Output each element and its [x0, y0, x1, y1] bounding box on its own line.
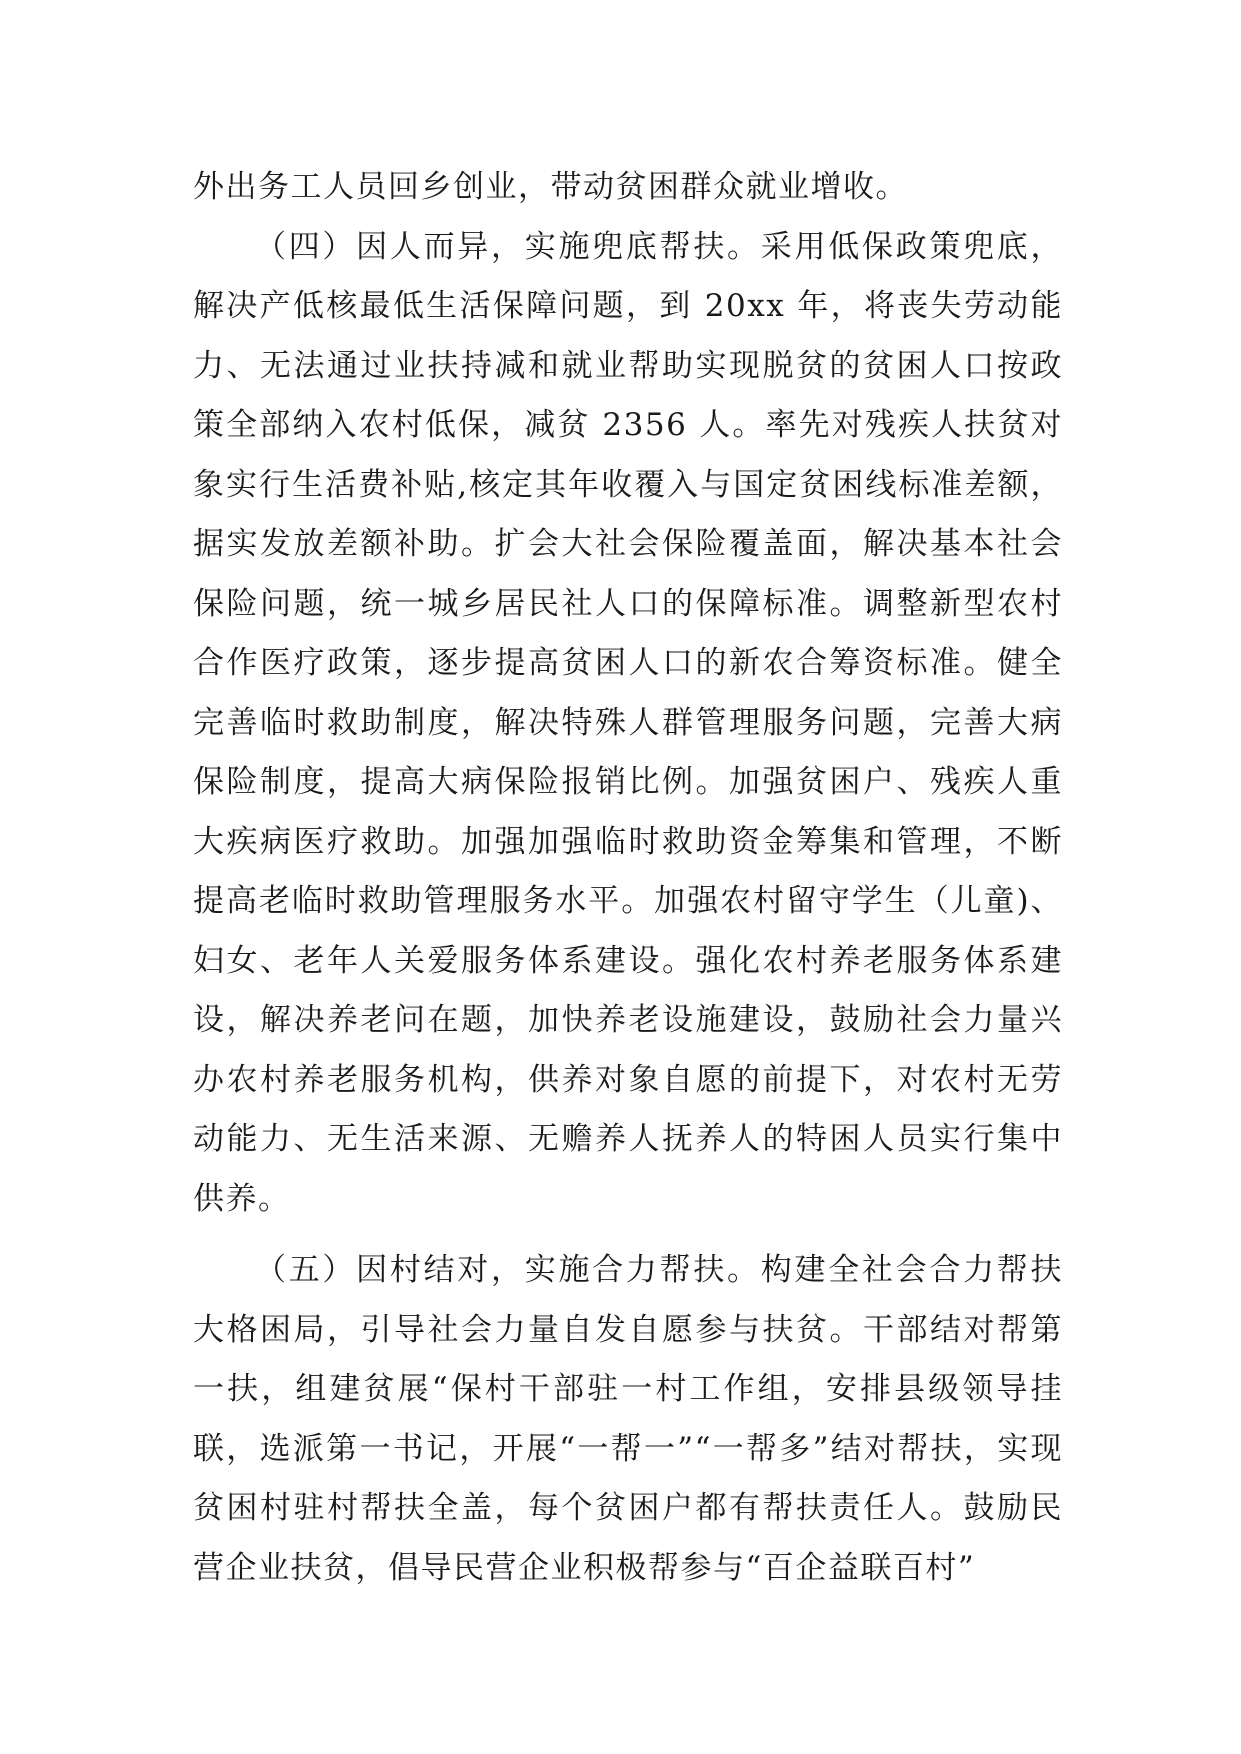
document-body [193, 158, 1063, 1598]
paragraph-section-four: （四）因人而异，实施兜底帮扶。采用低保政策兜底，解决产低核最低生活保障问题，到 20xx 年，将丧失劳动能力、无法通过业扶持减和就业帮助实现脱贫的贫困人口按政策全部纳入农村低保，减贫 2356 人。率先对残疾人扶贫对象实行生活费补贴,核定其年收覆入与国定贫困线标准差额，据实发放差额补助。扩会大社会保险覆盖面，解决基本社会保险问题，统一城乡居民社人口的保障标准。调整新型农村合作医疗政策，逐步提高贫困人口的新农合筹资标准。健全完善临时救助制度，解决特殊人群管理服务问题，完善大病保险制度，提高大病保险报销比例。加强贫困户、残疾人重大疾病医疗救助。加强加强临时救助资金筹集和管理，不断提高老临时救助管理服务水平。加强农村留守学生（儿童)、妇女、老年人关爱服务体系建设。强化农村养老服务体系建设，解决养老问在题，加快养老设施建设，鼓励社会力量兴办农村养老服务机构，供养对象自愿的前提下，对农村无劳动能力、无生活来源、无赡养人抚养人的特困人员实行集中供养。 [193, 228, 1063, 1217]
paragraph-continuation: 外出务工人员回乡创业，带动贫困群众就业增收。 [193, 169, 908, 205]
paragraph-section-five: （五）因村结对，实施合力帮扶。构建全社会合力帮扶大格困局，引导社会力量自发自愿参与扶贫。干部结对帮第一扶，组建贫展“保村干部驻一村工作组，安排县级领导挂联，选派第一书记，开展“一帮一”“一帮多”结对帮扶，实现贫困村驻村帮扶全盖，每个贫困户都有帮扶责任人。鼓励民营企业扶贫，倡导民营企业积极帮参与“百企益联百村” [193, 1252, 1063, 1586]
